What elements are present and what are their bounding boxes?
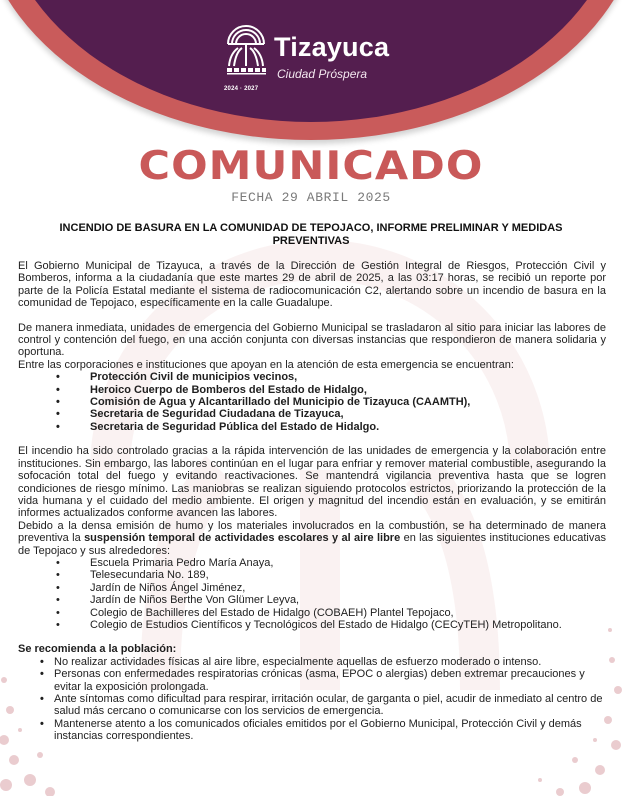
suspension-emphasis: suspensión temporal de actividades escolares y al aire libre <box>84 532 401 545</box>
document-date: FECHA 29 ABRIL 2025 <box>231 190 391 205</box>
list-item: • Mantenerse atento a los comunicados oficiales emitidos por el Gobierno Municipal, Protección Civil y demás instancias correspondientes. <box>18 718 606 743</box>
list-item: • Heroico Cuerpo de Bomberos del Estado de Hidalgo, <box>18 384 606 396</box>
list-item: • Colegio de Bachilleres del Estado de Hidalgo (COBAEH) Plantel Tepojaco, <box>18 607 606 619</box>
support-intro: Entre las corporaciones e instituciones que apoyan en la atención de esta emergencia se encuentran: <box>18 358 514 371</box>
list-item: • Jardín de Niños Ángel Jiménez, <box>18 582 606 594</box>
list-item: • No realizar actividades físicas al aire libre, especialmente aquellas de esfuerzo moderado o intenso. <box>18 656 606 668</box>
term-years: 2024 · 2027 <box>224 86 259 92</box>
schools-list <box>18 557 606 631</box>
support-institutions-list <box>18 371 606 433</box>
document-body <box>18 260 606 743</box>
document-title: COMUNICADO <box>138 143 484 190</box>
recommendations-list <box>18 656 606 743</box>
list-item: • Secretaria de Seguridad Ciudadana de Tizayuca, <box>18 408 606 420</box>
paragraph-suspension: Debido a la densa emisión de humo y los materiales involucrados en la combustión, se ha determinado de manera preventiva la suspensión temporal de actividades escolares y al aire libre en las siguientes instituciones educativas de Tepojaco y sus alrededores: <box>18 519 606 557</box>
list-item: • Escuela Primaria Pedro María Anaya, <box>18 557 606 569</box>
paragraph-status: El incendio ha sido controlado gracias a la rápida intervención de las unidades de emergencia y la colaboración entre instituciones. Sin embargo, las labores continúan en el lugar para enfriar y remover material combustible, asegurando la sofocación total del fuego y evitando reactivaciones. Se mantendrá vigilancia preventiva hasta que se logren condiciones de riesgo mínimo. Las maniobras se realizan siguiendo protocolos estrictos, priorizando la protección de la vida humana y el cuidado del medio ambiente. El origen y magnitud del incendio están en evaluación, y se emitirán informes actualizados conforme avancen las labores. <box>18 445 606 520</box>
brand-tagline: Ciudad Próspera <box>277 67 368 81</box>
list-item: • Colegio de Estudios Científicos y Tecnológicos del Estado de Hidalgo (CECyTEH) Metropolitano. <box>18 619 606 631</box>
paragraph-report: El Gobierno Municipal de Tizayuca, a través de la Dirección de Gestión Integral de Riesgos, Protección Civil y Bomberos, informa a la ciudadanía que este martes 29 de abril de 2025, a las 03:17 horas, se recibió un reporte por parte de la Policía Estatal mediante el sistema de radiocomunicación C2, alertando sobre un incendio de basura en la comunidad de Tepojaco, específicamente en la calle Guadalupe. <box>18 260 606 310</box>
list-item: • Jardín de Niños Berthe Von Glümer Leyva, <box>18 594 606 606</box>
brand-name: Tizayuca <box>274 32 390 62</box>
list-item: • Personas con enfermedades respiratorias crónicas (asma, EPOC o alergias) deben extremar precauciones y evitar la exposición prolongada. <box>18 668 606 693</box>
paragraph-response: De manera inmediata, unidades de emergencia del Gobierno Municipal se trasladaron al sitio para iniciar las labores de control y contención del fuego, en una acción conjunta con diversas instancias que respondieron de manera solidaria y oportuna. <box>18 321 606 359</box>
list-item: • Telesecundaria No. 189, <box>18 569 606 581</box>
tizayuca-logo <box>222 18 402 92</box>
arch-fountain-icon <box>222 18 270 76</box>
list-item: • Comisión de Agua y Alcantarillado del Municipio de Tizayuca (CAAMTH), <box>18 396 606 408</box>
list-item: • Protección Civil de municipios vecinos, <box>18 371 606 383</box>
recommendations-heading: Se recomienda a la población: <box>18 643 177 656</box>
list-item: • Ante síntomas como dificultad para respirar, irritación ocular, de garganta o piel, acudir de inmediato al centro de salud más cercano o comunicarse con los servicios de emergencia. <box>18 693 606 718</box>
list-item: • Secretaria de Seguridad Pública del Estado de Hidalgo. <box>18 421 606 433</box>
document-heading: INCENDIO DE BASURA EN LA COMUNIDAD DE TEPOJACO, INFORME PRELIMINAR Y MEDIDAS PREVENTIVAS <box>59 222 563 247</box>
